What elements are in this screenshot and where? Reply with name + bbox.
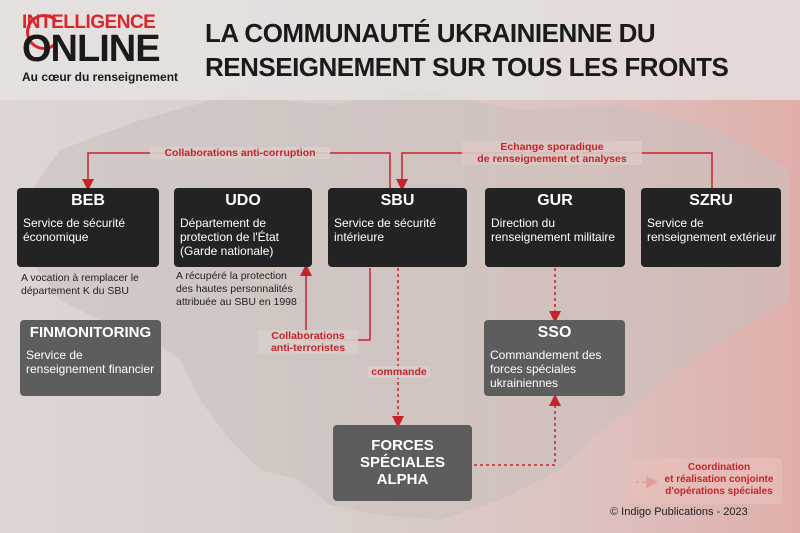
label-echange bbox=[462, 141, 642, 165]
agency-desc-szru: Service de renseignement extérieur bbox=[647, 216, 777, 244]
agency-alpha-line3: ALPHA bbox=[376, 471, 429, 488]
agency-box-gur bbox=[485, 188, 625, 267]
logo-tagline: Au cœur du renseignement bbox=[22, 70, 179, 84]
agency-desc-sbu: Service de sécurité intérieure bbox=[334, 216, 437, 244]
agency-desc-finmonitoring: Service de renseignement financier bbox=[26, 348, 155, 376]
label-commande: commande bbox=[368, 366, 430, 378]
agency-desc-sso: Commandement des forces spéciales ukrainiennes bbox=[490, 348, 602, 390]
logo-line1: INTELLIGENCE bbox=[22, 12, 156, 33]
logo-line2: ONLINE bbox=[22, 28, 160, 70]
legend-line2: et réalisation conjointe bbox=[664, 474, 774, 485]
agency-name-finmonitoring: FINMONITORING bbox=[29, 324, 152, 341]
agency-box-alpha bbox=[333, 425, 472, 501]
alpha-sso-connector bbox=[474, 400, 555, 465]
agency-alpha-line2: SPÉCIALES bbox=[359, 454, 446, 471]
agency-desc-beb: Service de sécurité économique bbox=[23, 216, 126, 244]
label-antiterror-line2: anti-terroristes bbox=[270, 342, 346, 354]
legend-text bbox=[654, 462, 784, 498]
agency-box-finmonitoring bbox=[20, 320, 161, 396]
page-title-line2: RENSEIGNEMENT SUR TOUS LES FRONTS bbox=[205, 52, 729, 82]
agency-note-udo: A récupéré la protection des hautes personnalités attribuée au SBU en 1998 bbox=[176, 270, 297, 308]
legend-line3: d'opérations spéciales bbox=[665, 486, 773, 497]
legend-line1: Coordination bbox=[687, 462, 751, 473]
label-echange-line2: de renseignement et analyses bbox=[477, 153, 627, 165]
agency-name-gur: GUR bbox=[537, 192, 573, 209]
agency-box-sso bbox=[484, 320, 625, 396]
agency-box-sbu bbox=[328, 188, 467, 267]
label-antiterror-line1: Collaborations bbox=[271, 330, 345, 342]
agency-note-beb: A vocation à remplacer le département K du SBU bbox=[21, 272, 139, 297]
label-antiterror bbox=[258, 330, 358, 354]
agency-name-beb: BEB bbox=[71, 192, 105, 209]
agency-name-sso: SSO bbox=[537, 324, 572, 341]
agency-desc-udo: Département de protection de l'État (Garde nationale) bbox=[180, 216, 280, 258]
page-title-line1: LA COMMUNAUTÉ UKRAINIENNE DU bbox=[205, 18, 656, 48]
agency-box-szru bbox=[641, 188, 781, 267]
agency-desc-gur: Direction du renseignement militaire bbox=[491, 216, 616, 244]
agency-box-udo bbox=[174, 188, 312, 267]
label-anticorruption: Collaborations anti-corruption bbox=[150, 147, 330, 159]
agency-alpha-line1: FORCES bbox=[371, 437, 434, 454]
agency-name-sbu: SBU bbox=[380, 192, 415, 209]
agency-box-beb bbox=[17, 188, 159, 267]
agency-name-udo: UDO bbox=[225, 192, 261, 209]
agency-name-szru: SZRU bbox=[689, 192, 733, 209]
label-echange-line1: Echange sporadique bbox=[500, 141, 604, 153]
copyright-notice: © Indigo Publications - 2023 bbox=[610, 506, 748, 518]
legend-box bbox=[630, 458, 782, 504]
